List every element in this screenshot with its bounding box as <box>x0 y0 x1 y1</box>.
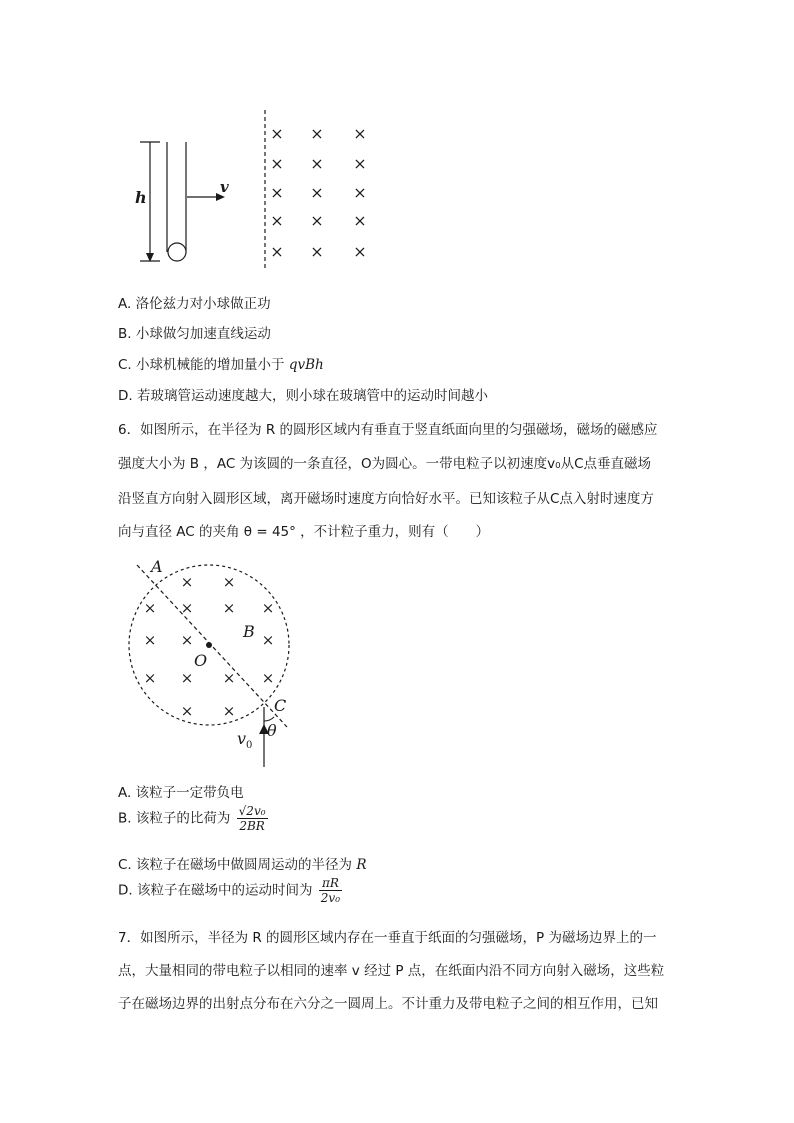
field-cross: × <box>310 211 324 230</box>
field-cross: × <box>310 154 324 173</box>
q7-stem-line-3: 子在磁场边界的出射点分布在六分之一圆周上。不计重力及带电粒子之间的相互作用，已知 <box>118 996 658 1012</box>
field-cross: × <box>270 154 284 173</box>
fraction-numerator: √2v₀ <box>238 804 266 818</box>
q5-option-c <box>118 353 324 373</box>
option-letter: A. <box>118 296 132 312</box>
label-a: A <box>151 557 163 576</box>
field-cross: × <box>353 124 367 143</box>
q6-stem-line-3: 沿竖直方向射入圆形区域，离开磁场时速度方向恰好水平。已知该粒子从C点入射时速度方 <box>118 491 654 507</box>
charge-mass-fraction <box>237 804 268 833</box>
field-cross: × <box>180 669 194 687</box>
center-dot <box>206 642 212 648</box>
option-text: 该粒子在磁场中的运动时间为 <box>136 882 313 899</box>
field-cross: × <box>261 669 275 687</box>
label-v: v <box>220 178 229 196</box>
option-math: qvBh <box>288 357 324 373</box>
option-letter: A. <box>118 785 132 801</box>
q5-option-a <box>118 292 271 312</box>
option-letter: C. <box>118 857 132 873</box>
field-cross: × <box>222 669 236 687</box>
option-letter: D. <box>118 882 133 899</box>
q6-option-b <box>118 804 268 833</box>
option-text: 若玻璃管运动速度越大，则小球在玻璃管中的运动时间越小 <box>136 388 488 404</box>
field-crosses <box>270 124 366 261</box>
fraction-denominator: 2v₀ <box>320 891 341 905</box>
field-cross: × <box>353 211 367 230</box>
field-cross: × <box>353 154 367 173</box>
field-cross: × <box>270 242 284 261</box>
field-cross: × <box>310 124 324 143</box>
q6-stem-line-4: 向与直径 AC 的夹角 θ = 45° ，不计粒子重力，则有（ ） <box>118 524 490 540</box>
field-cross: × <box>143 599 157 617</box>
label-theta: θ <box>267 721 277 740</box>
q5-option-d <box>118 384 488 404</box>
option-text: 该粒子在磁场中做圆周运动的半径为 <box>136 857 353 873</box>
field-cross: × <box>180 573 194 591</box>
field-cross: × <box>180 702 194 720</box>
option-text: 小球机械能的增加量小于 <box>136 357 285 373</box>
field-cross: × <box>180 599 194 617</box>
field-cross: × <box>270 211 284 230</box>
option-text: 该粒子的比荷为 <box>135 810 231 827</box>
option-text: 洛伦兹力对小球做正功 <box>135 296 271 312</box>
label-v0: $v_0$ <box>237 729 253 751</box>
field-cross: × <box>270 183 284 202</box>
field-cross: × <box>261 631 275 649</box>
option-math: R <box>356 857 367 873</box>
ball <box>168 243 186 261</box>
field-cross: × <box>310 242 324 261</box>
q6-stem-line-1: 6．如图所示，在半径为 R 的圆形区域内有垂直于竖直纸面向里的匀强磁场，磁场的磁感应 <box>118 422 658 438</box>
field-cross: × <box>180 631 194 649</box>
time-fraction <box>319 876 342 905</box>
option-letter: C. <box>118 357 132 373</box>
field-cross: × <box>270 124 284 143</box>
q7-stem-line-1: 7．如图所示，半径为 R 的圆形区域内存在一垂直于纸面的匀强磁场，P 为磁场边界上的一 <box>118 930 657 946</box>
field-cross: × <box>222 573 236 591</box>
figure-tube-field <box>130 105 390 275</box>
glass-tube <box>167 142 186 261</box>
option-letter: D. <box>118 388 133 404</box>
q5-option-b <box>118 322 271 342</box>
field-cross: × <box>261 599 275 617</box>
label-c: C <box>274 696 287 715</box>
fraction-numerator: πR <box>319 876 342 891</box>
q6-option-d <box>118 876 342 905</box>
q6-stem-line-2: 强度大小为 B ，AC 为该圆的一条直径，O为圆心。一带电粒子以初速度v₀从C点垂直磁场 <box>118 456 652 472</box>
q6-option-a <box>118 781 244 801</box>
field-cross: × <box>353 242 367 261</box>
figure-circular-field <box>120 555 320 775</box>
q7-stem-line-2: 点，大量相同的带电粒子以相同的速率 v 经过 P 点，在纸面内沿不同方向射入磁场，这些粒 <box>118 963 665 979</box>
option-text: 小球做匀加速直线运动 <box>135 326 271 342</box>
option-letter: B. <box>118 810 132 827</box>
fraction-denominator: 2BR <box>239 819 265 833</box>
label-b: B <box>243 622 255 641</box>
q6-option-c <box>118 853 366 873</box>
option-text: 该粒子一定带负电 <box>135 785 244 801</box>
field-cross: × <box>143 669 157 687</box>
label-o: O <box>194 651 208 670</box>
field-cross: × <box>310 183 324 202</box>
field-cross: × <box>222 702 236 720</box>
field-cross: × <box>143 631 157 649</box>
option-letter: B. <box>118 326 132 342</box>
label-v0-sub: 0 <box>246 740 253 751</box>
field-cross: × <box>353 183 367 202</box>
label-h: h <box>135 188 147 207</box>
field-cross: × <box>222 599 236 617</box>
